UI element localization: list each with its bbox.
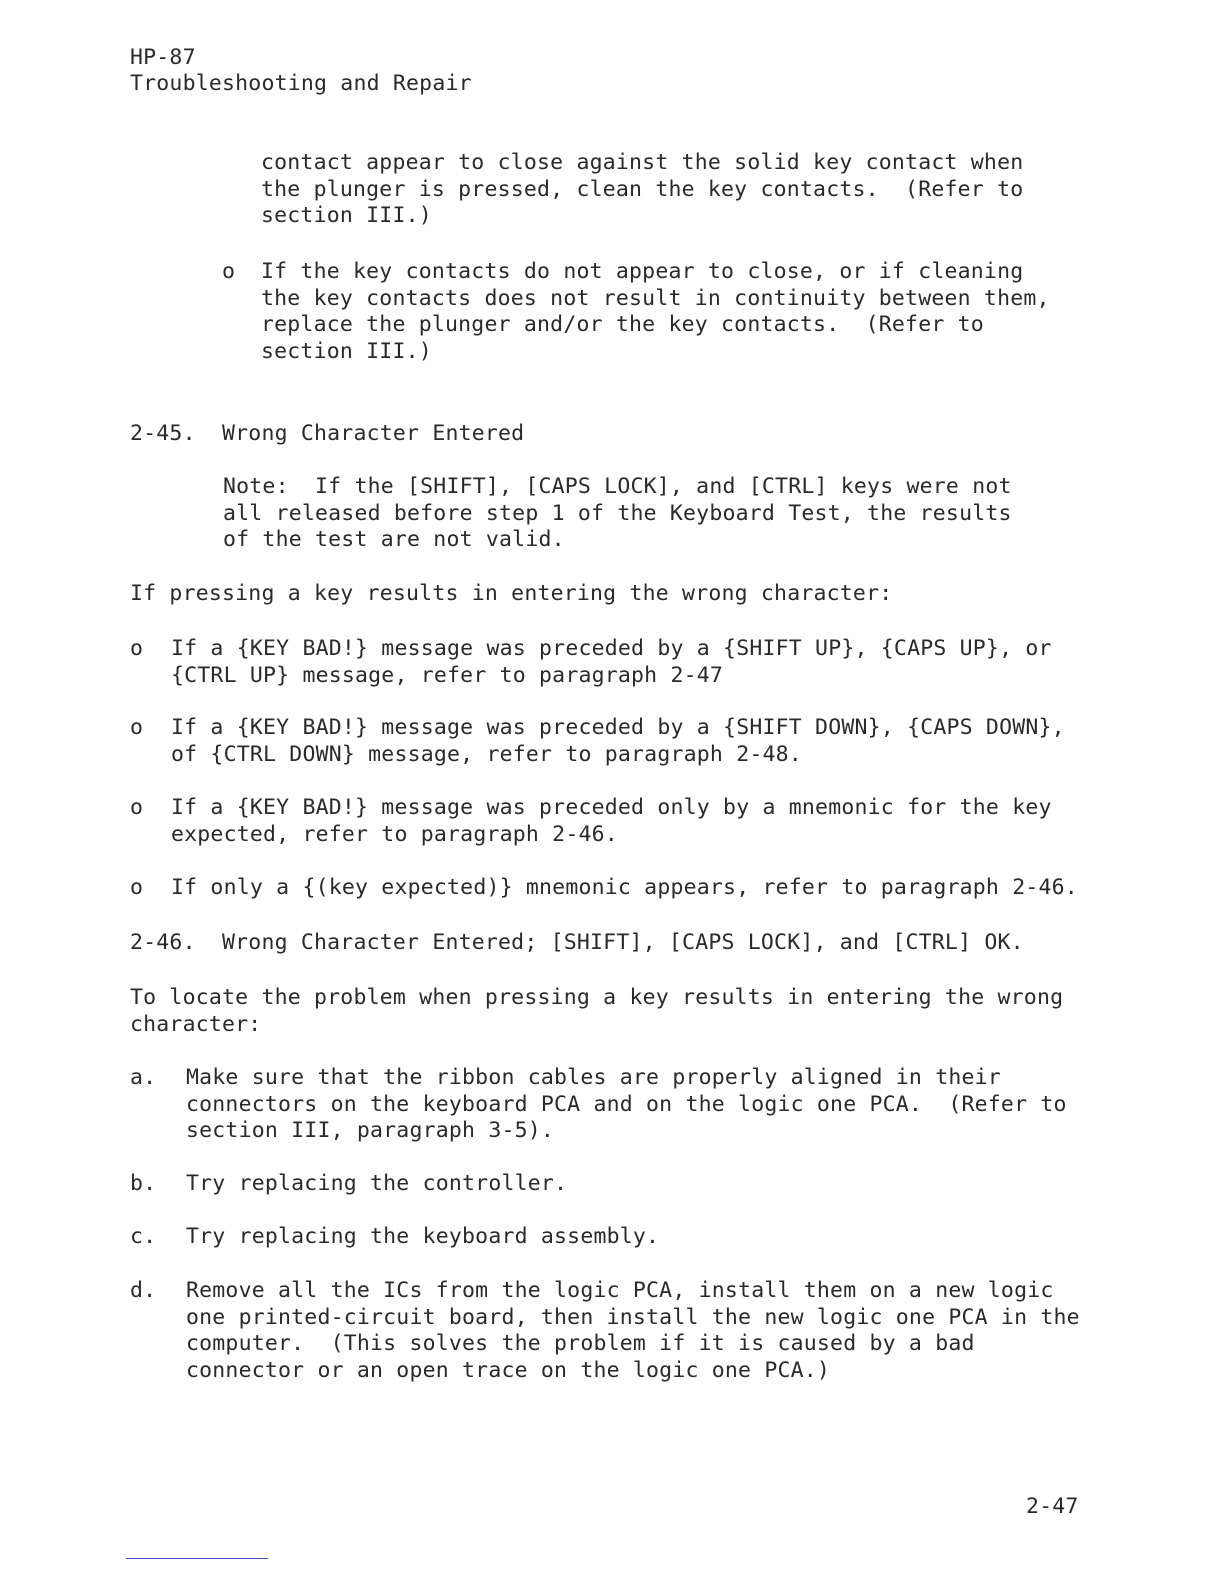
step-marker: a.	[130, 1065, 157, 1090]
header-model: HP-87	[130, 45, 196, 70]
bullet-marker: o	[130, 875, 144, 900]
section-2-46-heading: 2-46. Wrong Character Entered; [SHIFT], [CAPS LOCK], and [CTRL] OK.	[130, 930, 1024, 955]
section-2-46-intro: To locate the problem when pressing a key results in entering the wrong character:	[130, 985, 1064, 1037]
bullet-text: If a {KEY BAD!} message was preceded by a {SHIFT DOWN}, {CAPS DOWN}, of {CTRL DOWN} message, refer to paragraph 2-48.	[171, 715, 1065, 767]
section-2-45-intro: If pressing a key results in entering the wrong character:	[130, 581, 893, 606]
bullet-marker: o	[130, 795, 144, 820]
continued-bullet-marker: o	[222, 259, 236, 284]
step-marker: b.	[130, 1171, 157, 1196]
step-marker: d.	[130, 1278, 157, 1303]
header-section: Troubleshooting and Repair	[130, 71, 472, 96]
step-marker: c.	[130, 1224, 157, 1249]
bullet-text: If a {KEY BAD!} message was preceded only by a mnemonic for the key expected, refer to paragraph 2-46.	[171, 795, 1052, 847]
bullet-marker: o	[130, 636, 144, 661]
footer-rule	[126, 1558, 268, 1559]
step-text: Remove all the ICs from the logic PCA, install them on a new logic one printed-circuit board, then install the new logic one PCA in the computer. (This solves the problem if it is caused by a bad connector or an open trace on the logic one PCA.)	[186, 1278, 1080, 1383]
step-text: Try replacing the controller.	[186, 1171, 568, 1196]
continued-paragraph: contact appear to close against the solid key contact when the plunger is pressed, clean the key contacts. (Refer to section III.)	[261, 150, 1024, 228]
step-text: Make sure that the ribbon cables are properly aligned in their connectors on the keyboard PCA and on the logic one PCA. (Refer to section III, paragraph 3-5).	[186, 1065, 1067, 1143]
continued-bullet-text: If the key contacts do not appear to close, or if cleaning the key contacts does not result in continuity between them, replace the plunger and/or the key contacts. (Refer to section III.)	[261, 259, 1050, 364]
bullet-marker: o	[130, 715, 144, 740]
bullet-text: If a {KEY BAD!} message was preceded by a {SHIFT UP}, {CAPS UP}, or {CTRL UP} message, refer to paragraph 2-47	[171, 636, 1052, 688]
page-number: 2-47	[1026, 1494, 1079, 1519]
section-2-45-note: Note: If the [SHIFT], [CAPS LOCK], and [CTRL] keys were not all released before step 1 of the Keyboard Test, the results of the test are not valid.	[223, 474, 1012, 552]
bullet-text: If only a {(key expected)} mnemonic appears, refer to paragraph 2-46.	[171, 875, 1078, 900]
step-text: Try replacing the keyboard assembly.	[186, 1224, 660, 1249]
section-2-45-heading: 2-45. Wrong Character Entered	[130, 421, 525, 446]
